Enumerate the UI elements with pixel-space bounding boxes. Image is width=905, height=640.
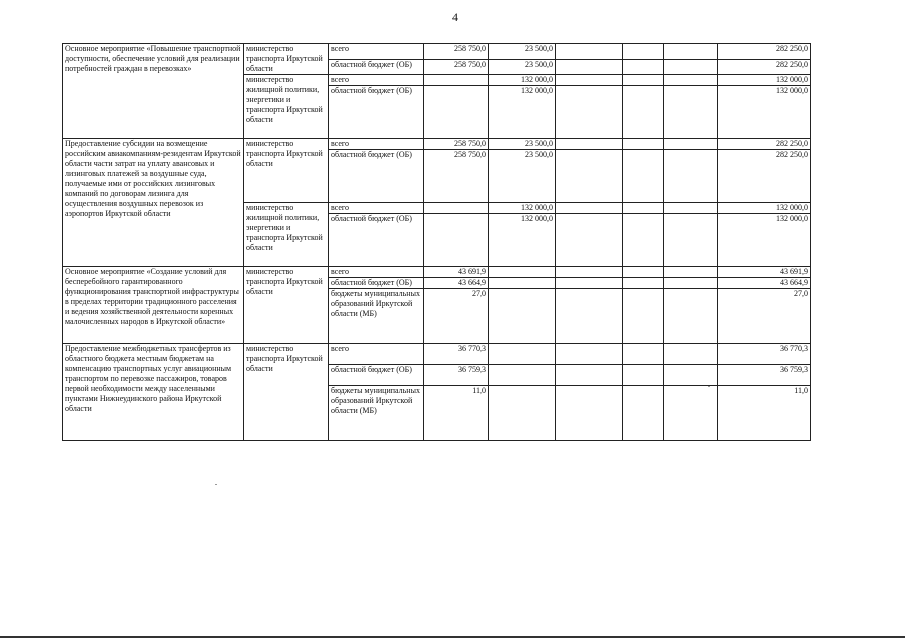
year-value-cell bbox=[556, 59, 623, 75]
funding-source-cell: всего bbox=[329, 344, 424, 365]
year-value-cell bbox=[424, 214, 489, 267]
year-value-cell bbox=[489, 289, 556, 344]
year-value-cell bbox=[556, 150, 623, 203]
funding-source-cell: бюджеты муниципальных образований Иркутской области (МБ) bbox=[329, 386, 424, 441]
year-value-cell bbox=[664, 150, 718, 203]
executor-cell: министерство транспорта Иркутской области bbox=[244, 44, 329, 75]
year-value-cell bbox=[556, 44, 623, 60]
funding-source-cell: всего bbox=[329, 44, 424, 60]
year-value-cell: 132 000,0 bbox=[489, 75, 556, 86]
total-value-cell: 36 759,3 bbox=[718, 365, 811, 386]
activity-name-cell: Основное мероприятие «Создание условий для бесперебойного гарантированного функционирования транспортной инфраструктуры в пределах территории традиционного расселения и ведения хозяйственной деятельности коренных малочисленных народов в Иркутской области» bbox=[63, 267, 244, 344]
year-value-cell: 43 664,9 bbox=[424, 278, 489, 289]
scan-speck bbox=[215, 484, 217, 485]
year-value-cell: 23 500,0 bbox=[489, 139, 556, 150]
funding-source-cell: областной бюджет (ОБ) bbox=[329, 214, 424, 267]
year-value-cell bbox=[424, 86, 489, 139]
total-value-cell: 282 250,0 bbox=[718, 150, 811, 203]
year-value-cell bbox=[556, 267, 623, 278]
year-value-cell: 132 000,0 bbox=[489, 203, 556, 214]
scan-edge-line bbox=[0, 636, 905, 638]
funding-source-cell: областной бюджет (ОБ) bbox=[329, 365, 424, 386]
year-value-cell bbox=[623, 75, 664, 86]
funding-source-cell: областной бюджет (ОБ) bbox=[329, 59, 424, 75]
year-value-cell bbox=[664, 365, 718, 386]
funding-source-cell: областной бюджет (ОБ) bbox=[329, 86, 424, 139]
funding-source-cell: бюджеты муниципальных образований Иркутской области (МБ) bbox=[329, 289, 424, 344]
year-value-cell bbox=[664, 267, 718, 278]
year-value-cell bbox=[664, 203, 718, 214]
table-row bbox=[63, 344, 811, 365]
year-value-cell: 36 770,3 bbox=[424, 344, 489, 365]
table-row bbox=[63, 267, 811, 278]
year-value-cell: 132 000,0 bbox=[489, 214, 556, 267]
funding-source-cell: всего bbox=[329, 75, 424, 86]
year-value-cell bbox=[664, 86, 718, 139]
year-value-cell bbox=[623, 86, 664, 139]
year-value-cell bbox=[623, 267, 664, 278]
budget-table bbox=[62, 43, 811, 441]
year-value-cell: 258 750,0 bbox=[424, 59, 489, 75]
year-value-cell bbox=[556, 214, 623, 267]
year-value-cell bbox=[664, 75, 718, 86]
year-value-cell bbox=[556, 139, 623, 150]
year-value-cell: 23 500,0 bbox=[489, 44, 556, 60]
total-value-cell: 36 770,3 bbox=[718, 344, 811, 365]
year-value-cell: 43 691,9 bbox=[424, 267, 489, 278]
year-value-cell bbox=[623, 59, 664, 75]
total-value-cell: 43 691,9 bbox=[718, 267, 811, 278]
funding-source-cell: областной бюджет (ОБ) bbox=[329, 278, 424, 289]
year-value-cell: 23 500,0 bbox=[489, 59, 556, 75]
year-value-cell bbox=[623, 278, 664, 289]
year-value-cell bbox=[623, 365, 664, 386]
year-value-cell: 258 750,0 bbox=[424, 150, 489, 203]
activity-name-cell: Предоставление субсидии на возмещение российским авиакомпаниям-резидентам Иркутской области части затрат на уплату авансовых и лизинговых платежей за воздушные суда, получаемые ими от российских лизинговых компаний по договорам лизинга для осуществления воздушных перевозок из аэропортов Иркутской области bbox=[63, 139, 244, 267]
executor-cell: министерство жилищной политики, энергетики и транспорта Иркутской области bbox=[244, 75, 329, 139]
year-value-cell bbox=[556, 203, 623, 214]
year-value-cell bbox=[623, 344, 664, 365]
year-value-cell bbox=[664, 44, 718, 60]
year-value-cell bbox=[623, 150, 664, 203]
year-value-cell bbox=[556, 75, 623, 86]
activity-name-cell: Основное мероприятие «Повышение транспортной доступности, обеспечение условий для реализации потребностей граждан в перевозках» bbox=[63, 44, 244, 139]
table-row bbox=[63, 139, 811, 150]
total-value-cell: 27,0 bbox=[718, 289, 811, 344]
year-value-cell bbox=[489, 386, 556, 441]
activity-name-cell: Предоставление межбюджетных трансфертов из областного бюджета местным бюджетам на компенсацию транспортных услуг авиационным транспортом по перевозке пассажиров, товаров первой необходимости между населенными пунктами Нижнеудинского района Иркутской области bbox=[63, 344, 244, 441]
executor-cell: министерство транспорта Иркутской области bbox=[244, 267, 329, 344]
year-value-cell bbox=[664, 344, 718, 365]
year-value-cell bbox=[556, 386, 623, 441]
year-value-cell: 36 759,3 bbox=[424, 365, 489, 386]
year-value-cell bbox=[623, 44, 664, 60]
year-value-cell bbox=[556, 86, 623, 139]
table-row bbox=[63, 44, 811, 60]
total-value-cell: 11,0 bbox=[718, 386, 811, 441]
year-value-cell: 258 750,0 bbox=[424, 139, 489, 150]
year-value-cell: 27,0 bbox=[424, 289, 489, 344]
year-value-cell bbox=[664, 289, 718, 344]
total-value-cell: 132 000,0 bbox=[718, 75, 811, 86]
year-value-cell bbox=[623, 214, 664, 267]
year-value-cell bbox=[556, 365, 623, 386]
page-number: 4 bbox=[452, 10, 458, 24]
year-value-cell bbox=[424, 203, 489, 214]
executor-cell: министерство транспорта Иркутской области bbox=[244, 344, 329, 441]
year-value-cell bbox=[664, 386, 718, 441]
funding-source-cell: всего bbox=[329, 267, 424, 278]
year-value-cell: 11,0 bbox=[424, 386, 489, 441]
funding-source-cell: всего bbox=[329, 139, 424, 150]
funding-source-cell: областной бюджет (ОБ) bbox=[329, 150, 424, 203]
total-value-cell: 132 000,0 bbox=[718, 214, 811, 267]
year-value-cell bbox=[664, 278, 718, 289]
year-value-cell bbox=[623, 139, 664, 150]
year-value-cell: 23 500,0 bbox=[489, 150, 556, 203]
year-value-cell bbox=[489, 267, 556, 278]
executor-cell: министерство транспорта Иркутской области bbox=[244, 139, 329, 203]
total-value-cell: 132 000,0 bbox=[718, 203, 811, 214]
year-value-cell bbox=[623, 386, 664, 441]
funding-source-cell: всего bbox=[329, 203, 424, 214]
year-value-cell: 258 750,0 bbox=[424, 44, 489, 60]
year-value-cell bbox=[489, 344, 556, 365]
year-value-cell bbox=[424, 75, 489, 86]
year-value-cell bbox=[489, 278, 556, 289]
total-value-cell: 282 250,0 bbox=[718, 139, 811, 150]
year-value-cell bbox=[489, 365, 556, 386]
scan-speck bbox=[708, 386, 710, 387]
total-value-cell: 282 250,0 bbox=[718, 59, 811, 75]
executor-cell: министерство жилищной политики, энергетики и транспорта Иркутской области bbox=[244, 203, 329, 267]
year-value-cell bbox=[623, 289, 664, 344]
year-value-cell bbox=[623, 203, 664, 214]
year-value-cell bbox=[664, 59, 718, 75]
year-value-cell: 132 000,0 bbox=[489, 86, 556, 139]
total-value-cell: 282 250,0 bbox=[718, 44, 811, 60]
year-value-cell bbox=[664, 139, 718, 150]
year-value-cell bbox=[556, 278, 623, 289]
total-value-cell: 132 000,0 bbox=[718, 86, 811, 139]
year-value-cell bbox=[556, 344, 623, 365]
year-value-cell bbox=[664, 214, 718, 267]
year-value-cell bbox=[556, 289, 623, 344]
total-value-cell: 43 664,9 bbox=[718, 278, 811, 289]
